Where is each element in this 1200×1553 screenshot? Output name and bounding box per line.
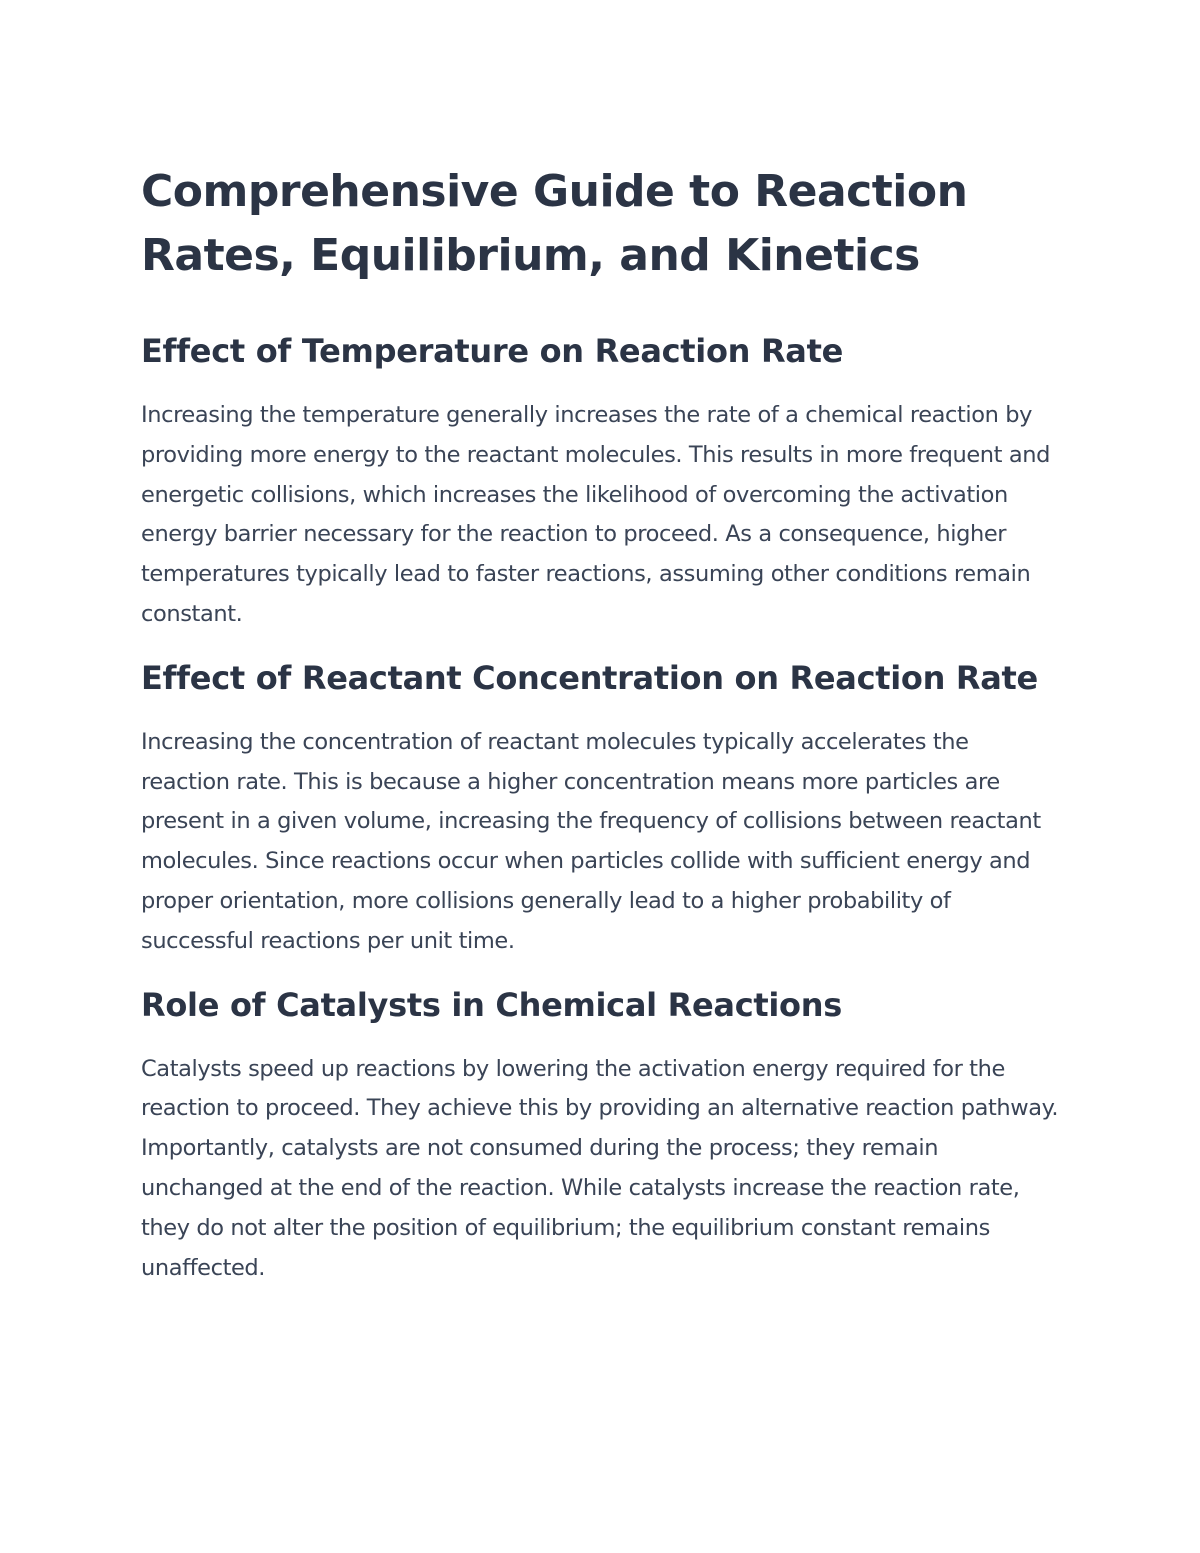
section-heading: Effect of Temperature on Reaction Rate bbox=[141, 332, 843, 370]
document-page bbox=[141, 160, 1061, 1302]
section-heading: Role of Catalysts in Chemical Reactions bbox=[141, 985, 842, 1024]
section-paragraph: Increasing the temperature generally increases the rate of a chemical reaction by providing more energy to the reactant molecules. This results in more frequent and energetic collisions, which increases the likelihood of overcoming the activation energy barrier necessary for the reaction to proceed. As a consequence, higher temperatures typically lead to faster reactions, assuming other conditions remain constant. bbox=[141, 402, 1050, 627]
document-title: Comprehensive Guide to Reaction Rates, Equilibrium, and Kinetics bbox=[141, 166, 968, 281]
section-paragraph: Increasing the concentration of reactant molecules typically accelerates the reaction rate. This is because a higher concentration means more particles are present in a given volume, increasing the frequency of collisions between reactant molecules. Since reactions occur when particles collide with sufficient energy and proper orientation, more collisions generally lead to a higher probability of successful reactions per unit time. bbox=[141, 728, 1041, 954]
section-catalysts bbox=[141, 976, 1061, 1289]
section-heading: Effect of Reactant Concentration on Reaction Rate bbox=[141, 658, 1038, 697]
section-paragraph: Catalysts speed up reactions by lowering the activation energy required for the reaction to proceed. They achieve this by providing an alternative reaction pathway. Importantly, catalysts are not consumed during the process; they remain unchanged at the end of the reaction. While catalysts increase the reaction rate, they do not alter the position of equilibrium; the equilibrium constant remains unaffected. bbox=[141, 1055, 1059, 1281]
section-concentration bbox=[141, 649, 1061, 962]
section-temperature bbox=[141, 322, 1061, 635]
